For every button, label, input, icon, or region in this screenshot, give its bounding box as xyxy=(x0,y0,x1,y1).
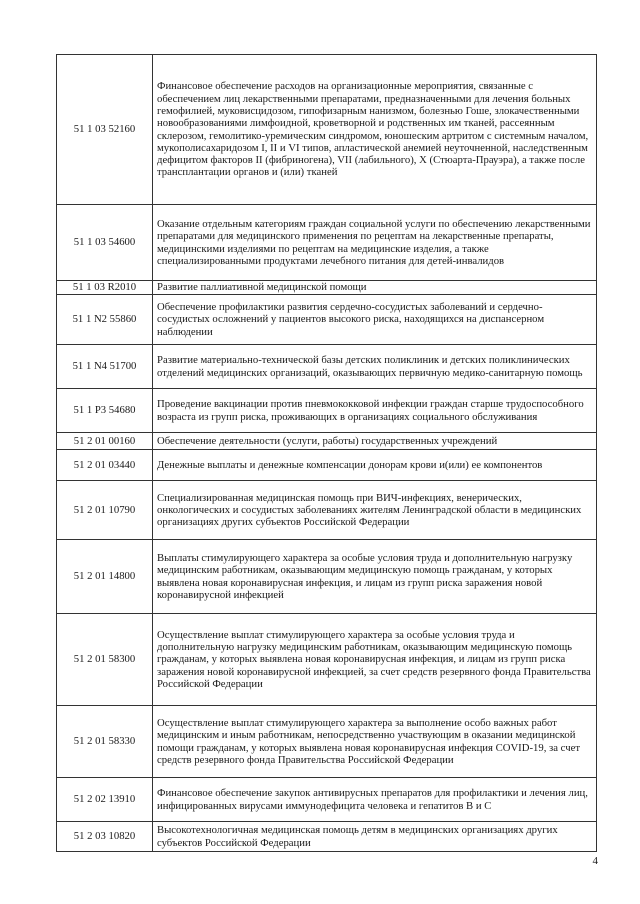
description-cell: Проведение вакцинации против пневмококковой инфекции граждан старше трудоспособного возраста из групп риска, проживающих в организациях социального обслуживания xyxy=(153,389,597,433)
table-row xyxy=(57,389,597,433)
description-cell: Специализированная медицинская помощь при ВИЧ-инфекциях, венерических, онкологических и сосудистых заболеваниях жителям Ленинградской области в медицинских организациях других субъектов Российской Федерации xyxy=(153,481,597,540)
table-row xyxy=(57,822,597,852)
table-row xyxy=(57,614,597,706)
code-cell: 51 2 01 14800 xyxy=(57,540,153,614)
code-cell: 51 2 02 13910 xyxy=(57,778,153,822)
description-cell: Развитие материально-технической базы детских поликлиник и детских поликлинических отделений медицинских организаций, оказывающих первичную медико-санитарную помощь xyxy=(153,345,597,389)
code-cell: 51 1 N4 51700 xyxy=(57,345,153,389)
description-cell: Развитие паллиативной медицинской помощи xyxy=(153,281,597,295)
table-row xyxy=(57,450,597,481)
code-cell: 51 2 01 03440 xyxy=(57,450,153,481)
code-cell: 51 2 01 10790 xyxy=(57,481,153,540)
code-cell: 51 1 P3 54680 xyxy=(57,389,153,433)
description-cell: Оказание отдельным категориям граждан социальной услуги по обеспечению лекарственными препаратами для медицинского применения по рецептам на лекарственные препараты, медицинскими изделиями по рецептам на медицинские изделия, а также специализированными продуктами лечебного питания для детей-инвалидов xyxy=(153,205,597,281)
code-cell: 51 2 01 58300 xyxy=(57,614,153,706)
code-cell: 51 2 03 10820 xyxy=(57,822,153,852)
table-row xyxy=(57,706,597,778)
table-row xyxy=(57,205,597,281)
code-cell: 51 1 03 R2010 xyxy=(57,281,153,295)
description-cell: Осуществление выплат стимулирующего характера за выполнение особо важных работ медицинским и иным работникам, непосредственно участвующим в оказании медицинской помощи гражданам, у которых выявлена новая коронавирусная инфекция COVID-19, за счет средств резервного фонда Правительства Российской Федерации xyxy=(153,706,597,778)
description-cell: Высокотехнологичная медицинская помощь детям в медицинских организациях других субъектов Российской Федерации xyxy=(153,822,597,852)
description-cell: Выплаты стимулирующего характера за особые условия труда и дополнительную нагрузку медицинским работникам, оказывающим медицинскую помощь гражданам, у которых выявлена новая коронавирусная инфекция, и лицам из групп риска заражения новой коронавирусной инфекцией xyxy=(153,540,597,614)
table-row xyxy=(57,481,597,540)
table-row xyxy=(57,55,597,205)
description-cell: Обеспечение профилактики развития сердечно-сосудистых заболеваний и сердечно-сосудистых осложнений у пациентов высокого риска, находящихся на диспансерном наблюдении xyxy=(153,295,597,345)
code-cell: 51 1 N2 55860 xyxy=(57,295,153,345)
code-cell: 51 2 01 58330 xyxy=(57,706,153,778)
budget-codes-table xyxy=(56,54,597,852)
table-row xyxy=(57,281,597,295)
table-row xyxy=(57,433,597,450)
code-cell: 51 1 03 54600 xyxy=(57,205,153,281)
description-cell: Денежные выплаты и денежные компенсации донорам крови и(или) ее компонентов xyxy=(153,450,597,481)
table-row xyxy=(57,778,597,822)
table-row xyxy=(57,540,597,614)
description-cell: Осуществление выплат стимулирующего характера за особые условия труда и дополнительную нагрузку медицинским работникам, оказывающим медицинскую помощь гражданам, у которых выявлена новая коронавирусная инфекция, и лицам из групп риска заражения новой коронавирусной инфекцией, за счет средств резервного фонда Правительства Российской Федерации xyxy=(153,614,597,706)
table-row xyxy=(57,345,597,389)
page-number: 4 xyxy=(592,855,598,867)
table-row xyxy=(57,295,597,345)
code-cell: 51 2 01 00160 xyxy=(57,433,153,450)
description-cell: Финансовое обеспечение расходов на организационные мероприятия, связанные с обеспечением лиц лекарственными препаратами, предназначенными для лечения больных гемофилией, муковисцидозом, гипофизарным нанизмом, болезнью Гоше, злокачественными новообразованиями лимфоидной, кроветворной и родственных им тканей, рассеянным склерозом, гемолитико-уремическим синдромом, юношеским артритом с системным началом, мукополисахаридозом I, II и VI типов, апластической анемией неуточненной, наследственным дефицитом факторов II (фибриногена), VII (лабильного), X (Стюарта-Прауэра), а также после трансплантации органов и (или) тканей xyxy=(153,55,597,205)
description-cell: Финансовое обеспечение закупок антивирусных препаратов для профилактики и лечения лиц, инфицированных вирусами иммунодефицита человека и гепатитов В и С xyxy=(153,778,597,822)
description-cell: Обеспечение деятельности (услуги, работы) государственных учреждений xyxy=(153,433,597,450)
code-cell: 51 1 03 52160 xyxy=(57,55,153,205)
